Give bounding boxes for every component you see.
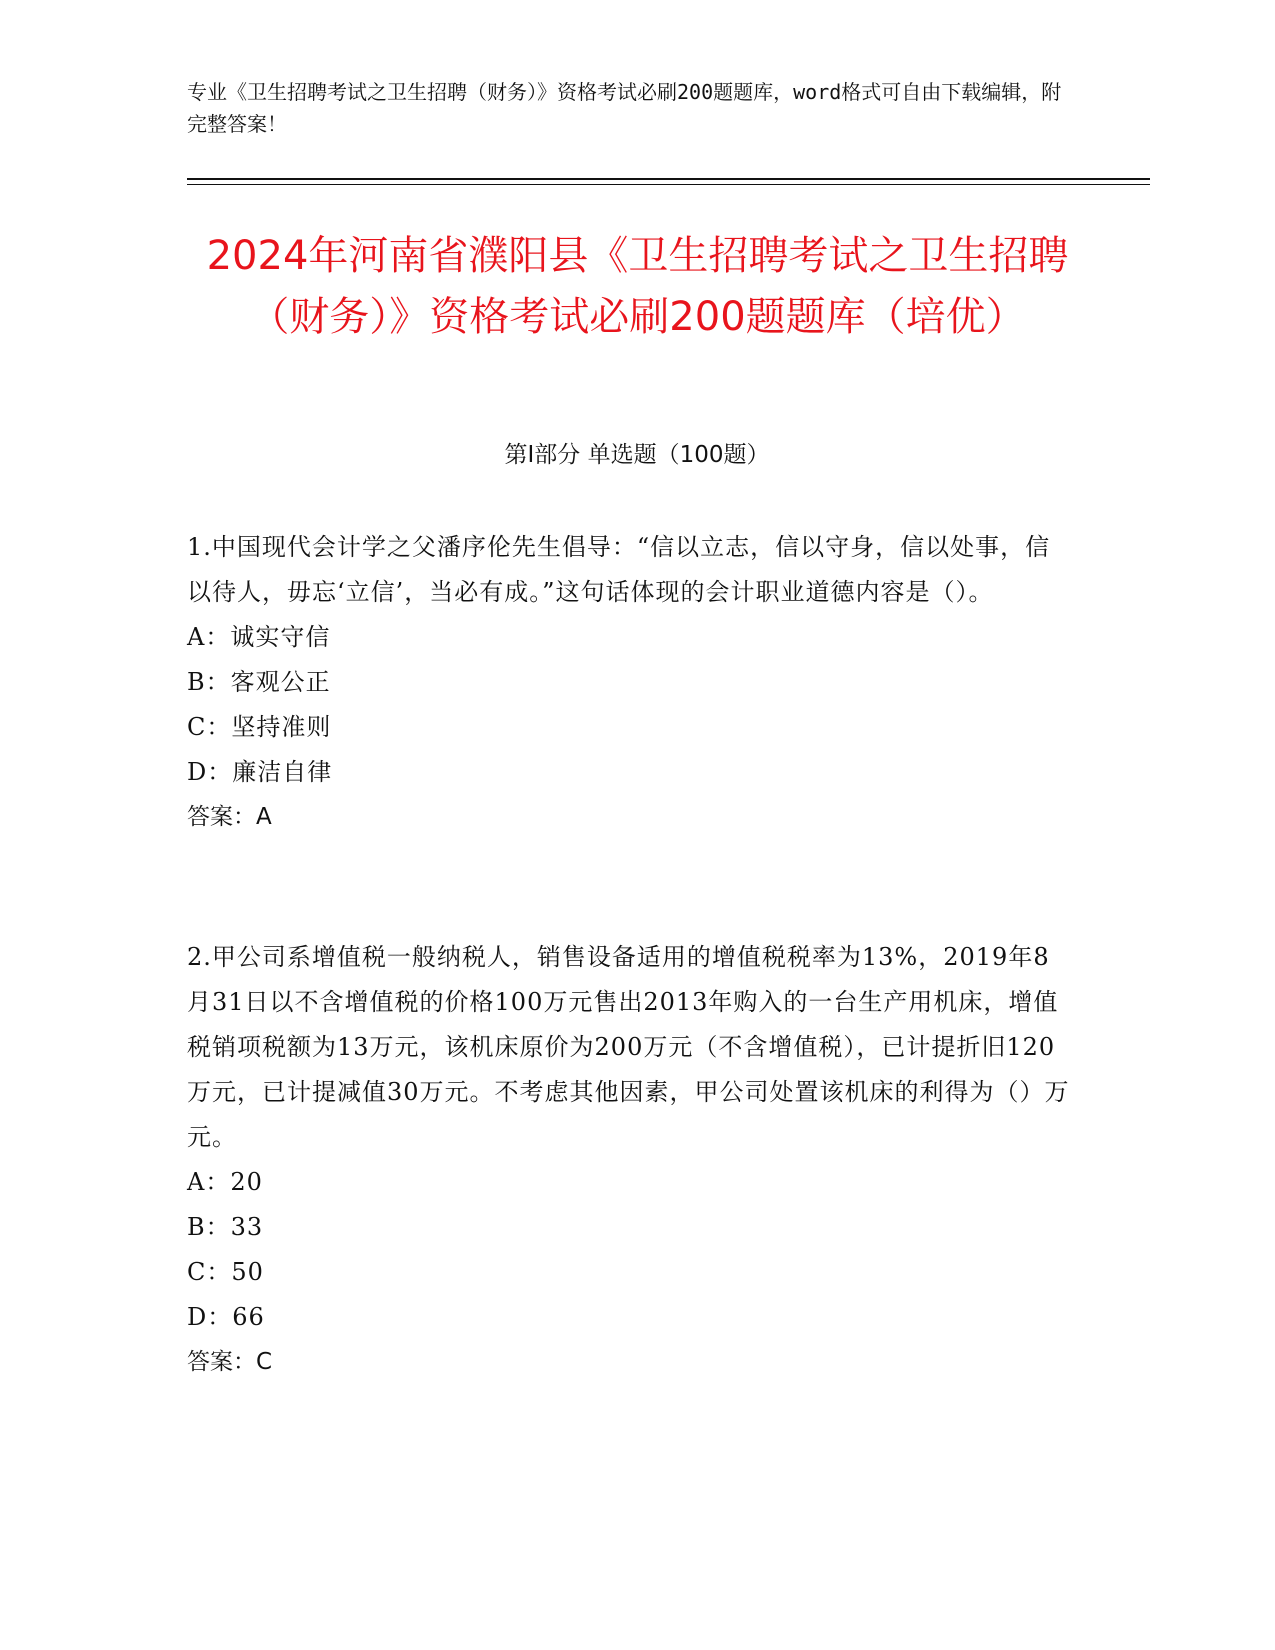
question-2 (187, 935, 1072, 1385)
answer-line: 答案：A (187, 804, 272, 830)
header-note: 专业《卫生招聘考试之卫生招聘（财务）》资格考试必刷200题题库，word格式可自由下载编辑，附完整答案！ (187, 80, 1062, 136)
header-divider-thin (187, 184, 1150, 185)
option-a (187, 1160, 1072, 1205)
option-text: 坚持准则 (231, 713, 332, 741)
option-text: 50 (231, 1258, 264, 1286)
option-key: D： (187, 758, 233, 786)
option-text: 客观公正 (230, 668, 331, 696)
option-b (187, 660, 1072, 705)
option-text: 20 (230, 1168, 263, 1196)
option-text: 廉洁自律 (232, 758, 333, 786)
option-b (187, 1205, 1072, 1250)
option-text: 33 (230, 1213, 264, 1241)
header-divider-thick (187, 178, 1150, 180)
option-key: C： (187, 1258, 232, 1286)
option-key: D： (187, 1303, 233, 1331)
question-1 (187, 525, 1072, 840)
option-d (187, 1295, 1072, 1340)
section-title: 第Ⅰ部分 单选题（100题） (504, 442, 770, 468)
option-text: 66 (232, 1303, 265, 1331)
option-c (187, 1250, 1072, 1295)
option-key: B： (187, 1213, 231, 1241)
option-text: 诚实守信 (230, 623, 331, 651)
option-key: B： (187, 668, 231, 696)
question-stem: 2.甲公司系增值税一般纳税人，销售设备适用的增值税税率为13%，2019年8月31日以不含增值税的价格100万元售出2013年购入的一台生产用机床，增值税销项税额为13万元，该机床原价为200万元（不含增值税），已计提折旧120万元，已计提减值30万元。不考虑其他因素，甲公司处置该机床的利得为（）万元。 (187, 943, 1070, 1151)
option-key: A： (187, 623, 231, 651)
option-c (187, 705, 1072, 750)
option-key: A： (187, 1168, 231, 1196)
option-key: C： (187, 713, 232, 741)
option-a (187, 615, 1072, 660)
answer-line: 答案：C (187, 1349, 273, 1375)
question-stem: 1.中国现代会计学之父潘序伦先生倡导：“信以立志，信以守身，信以处事，信以待人，毋忘‘立信’，当必有成。”这句话体现的会计职业道德内容是（）。 (187, 533, 1051, 606)
document-title: 2024年河南省濮阳县《卫生招聘考试之卫生招聘（财务）》资格考试必刷200题题库（培优） (206, 233, 1069, 340)
option-d (187, 750, 1072, 795)
